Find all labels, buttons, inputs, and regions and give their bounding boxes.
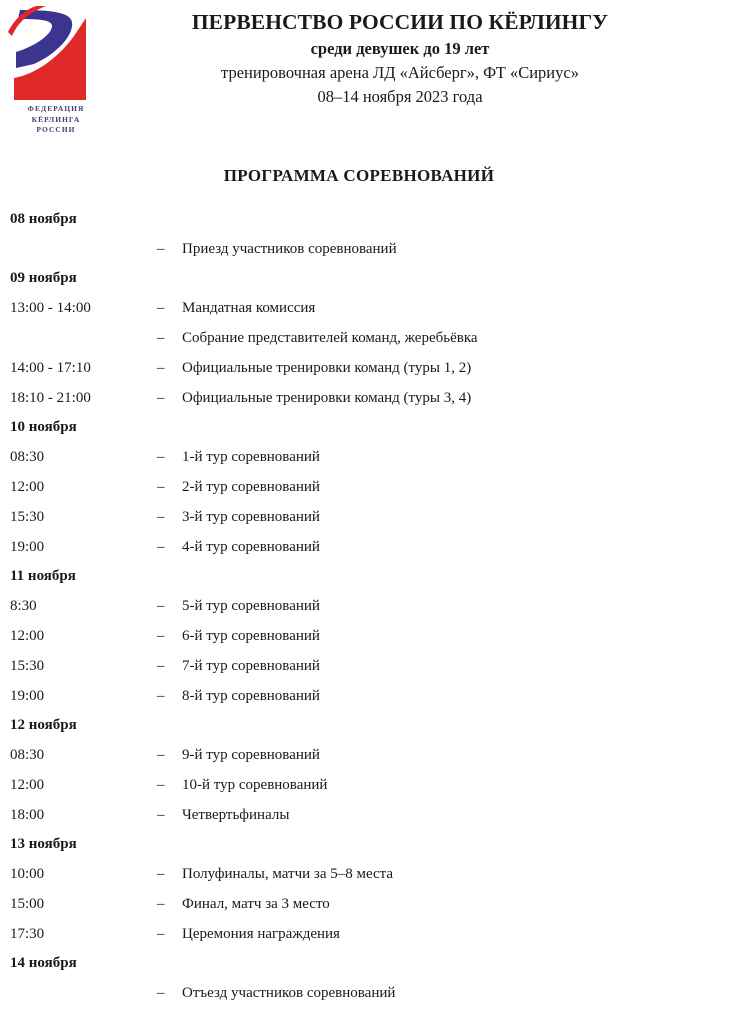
schedule-row-description: 5-й тур соревнований	[182, 598, 320, 614]
schedule-row	[10, 383, 750, 413]
schedule-row-dash: –	[157, 598, 165, 614]
schedule-row-description: 9-й тур соревнований	[182, 747, 320, 763]
schedule-row-description: 3-й тур соревнований	[182, 509, 320, 525]
schedule-row	[10, 621, 750, 651]
schedule-row-description: Официальные тренировки команд (туры 3, 4)	[182, 390, 472, 406]
schedule-row	[10, 442, 750, 472]
schedule-row-dash: –	[157, 330, 165, 346]
schedule-row	[10, 859, 750, 889]
program-heading: ПРОГРАММА СОРЕВНОВАНИЙ	[223, 166, 495, 185]
schedule-row	[10, 651, 750, 681]
day-header: 14 ноября	[10, 955, 77, 971]
schedule-row-description: Официальные тренировки команд (туры 1, 2)	[182, 360, 472, 376]
schedule-row-description: Собрание представителей команд, жеребьёвка	[182, 330, 478, 346]
schedule-row-dash: –	[157, 777, 165, 793]
schedule-row-description: 1-й тур соревнований	[182, 449, 320, 465]
event-category: среди девушек до 19 лет	[310, 39, 490, 58]
title-block	[90, 0, 710, 109]
schedule-row-dash: –	[157, 479, 165, 495]
schedule-row-dash: –	[157, 866, 165, 882]
schedule-row	[10, 234, 750, 264]
schedule-row-description: Четвертьфиналы	[182, 807, 290, 823]
schedule-row-dash: –	[157, 688, 165, 704]
schedule-row-dash: –	[157, 539, 165, 555]
schedule-row	[10, 681, 750, 711]
schedule-row-description: Отъезд участников соревнований	[182, 985, 396, 1001]
schedule-row-time: 12:00	[10, 479, 45, 495]
schedule-row-dash: –	[157, 926, 165, 942]
schedule-row-dash: –	[157, 747, 165, 763]
schedule-row-time: 13:00 - 14:00	[10, 300, 91, 316]
schedule-row-description: Полуфиналы, матчи за 5–8 места	[182, 866, 394, 882]
event-dates: 08–14 ноября 2023 года	[317, 87, 483, 106]
schedule-row-dash: –	[157, 985, 165, 1001]
federation-emblem-icon	[6, 6, 118, 102]
schedule-row-time: 19:00	[10, 539, 45, 555]
event-title: ПЕРВЕНСТВО РОССИИ ПО КЁРЛИНГУ	[191, 10, 609, 34]
russian-curling-federation-logo	[6, 6, 124, 142]
schedule-row	[10, 472, 750, 502]
schedule-row	[10, 293, 750, 323]
schedule-row-time: 15:30	[10, 658, 45, 674]
schedule-row-description: 8-й тур соревнований	[182, 688, 320, 704]
day-header: 10 ноября	[10, 419, 77, 435]
schedule-row-description: 10-й тур соревнований	[182, 777, 328, 793]
schedule-row	[10, 919, 750, 949]
schedule-row-dash: –	[157, 449, 165, 465]
schedule-row-dash: –	[157, 628, 165, 644]
schedule-row	[10, 353, 750, 383]
schedule-row-description: Церемония награждения	[182, 926, 340, 942]
schedule-row	[10, 740, 750, 770]
event-venue: тренировочная арена ЛД «Айсберг», ФТ «Сириус»	[221, 63, 579, 82]
day-header: 13 ноября	[10, 836, 77, 852]
logo-caption-line-2: КЁРЛИНГА	[31, 114, 81, 124]
schedule-row-description: 2-й тур соревнований	[182, 479, 320, 495]
schedule-row-time: 08:30	[10, 449, 45, 465]
schedule-row	[10, 889, 750, 919]
logo-caption-line-1: ФЕДЕРАЦИЯ	[27, 104, 85, 113]
schedule-row	[10, 770, 750, 800]
schedule-row-dash: –	[157, 300, 165, 316]
schedule-row	[10, 502, 750, 532]
schedule-row-description: 7-й тур соревнований	[182, 658, 320, 674]
schedule-row-dash: –	[157, 390, 165, 406]
schedule-row-description: Финал, матч за 3 место	[182, 896, 330, 912]
schedule-row-time: 15:30	[10, 509, 45, 525]
schedule-row-dash: –	[157, 896, 165, 912]
schedule-row-time: 8:30	[10, 598, 37, 614]
day-header: 11 ноября	[10, 568, 76, 584]
schedule-row-time: 17:30	[10, 926, 45, 942]
schedule-row-time: 19:00	[10, 688, 45, 704]
document-header	[0, 0, 750, 148]
schedule-row	[10, 978, 750, 1008]
day-header: 12 ноября	[10, 717, 77, 733]
schedule-row	[10, 532, 750, 562]
schedule-row-description: Приезд участников соревнований	[182, 241, 397, 257]
schedule-row-description: Мандатная комиссия	[182, 300, 316, 316]
schedule-row-dash: –	[157, 509, 165, 525]
schedule-row-time: 18:00	[10, 807, 45, 823]
schedule-row-time: 10:00	[10, 866, 45, 882]
schedule-list	[0, 205, 750, 1008]
schedule-row-time: 12:00	[10, 777, 45, 793]
schedule-row	[10, 323, 750, 353]
schedule-row-dash: –	[157, 807, 165, 823]
schedule-row-dash: –	[157, 658, 165, 674]
schedule-row-time: 15:00	[10, 896, 45, 912]
schedule-row-description: 4-й тур соревнований	[182, 539, 320, 555]
schedule-row-time: 08:30	[10, 747, 45, 763]
schedule-row-dash: –	[157, 360, 165, 376]
schedule-row	[10, 800, 750, 830]
schedule-row-time: 12:00	[10, 628, 45, 644]
logo-caption-line-3: РОССИИ	[36, 125, 76, 134]
day-header: 08 ноября	[10, 211, 77, 227]
federation-logo-caption	[8, 104, 104, 136]
schedule-row	[10, 591, 750, 621]
schedule-row-time: 14:00 - 17:10	[10, 360, 91, 376]
schedule-row-time: 18:10 - 21:00	[10, 390, 91, 406]
schedule-row-dash: –	[157, 241, 165, 257]
day-header: 09 ноября	[10, 270, 77, 286]
schedule-row-description: 6-й тур соревнований	[182, 628, 320, 644]
